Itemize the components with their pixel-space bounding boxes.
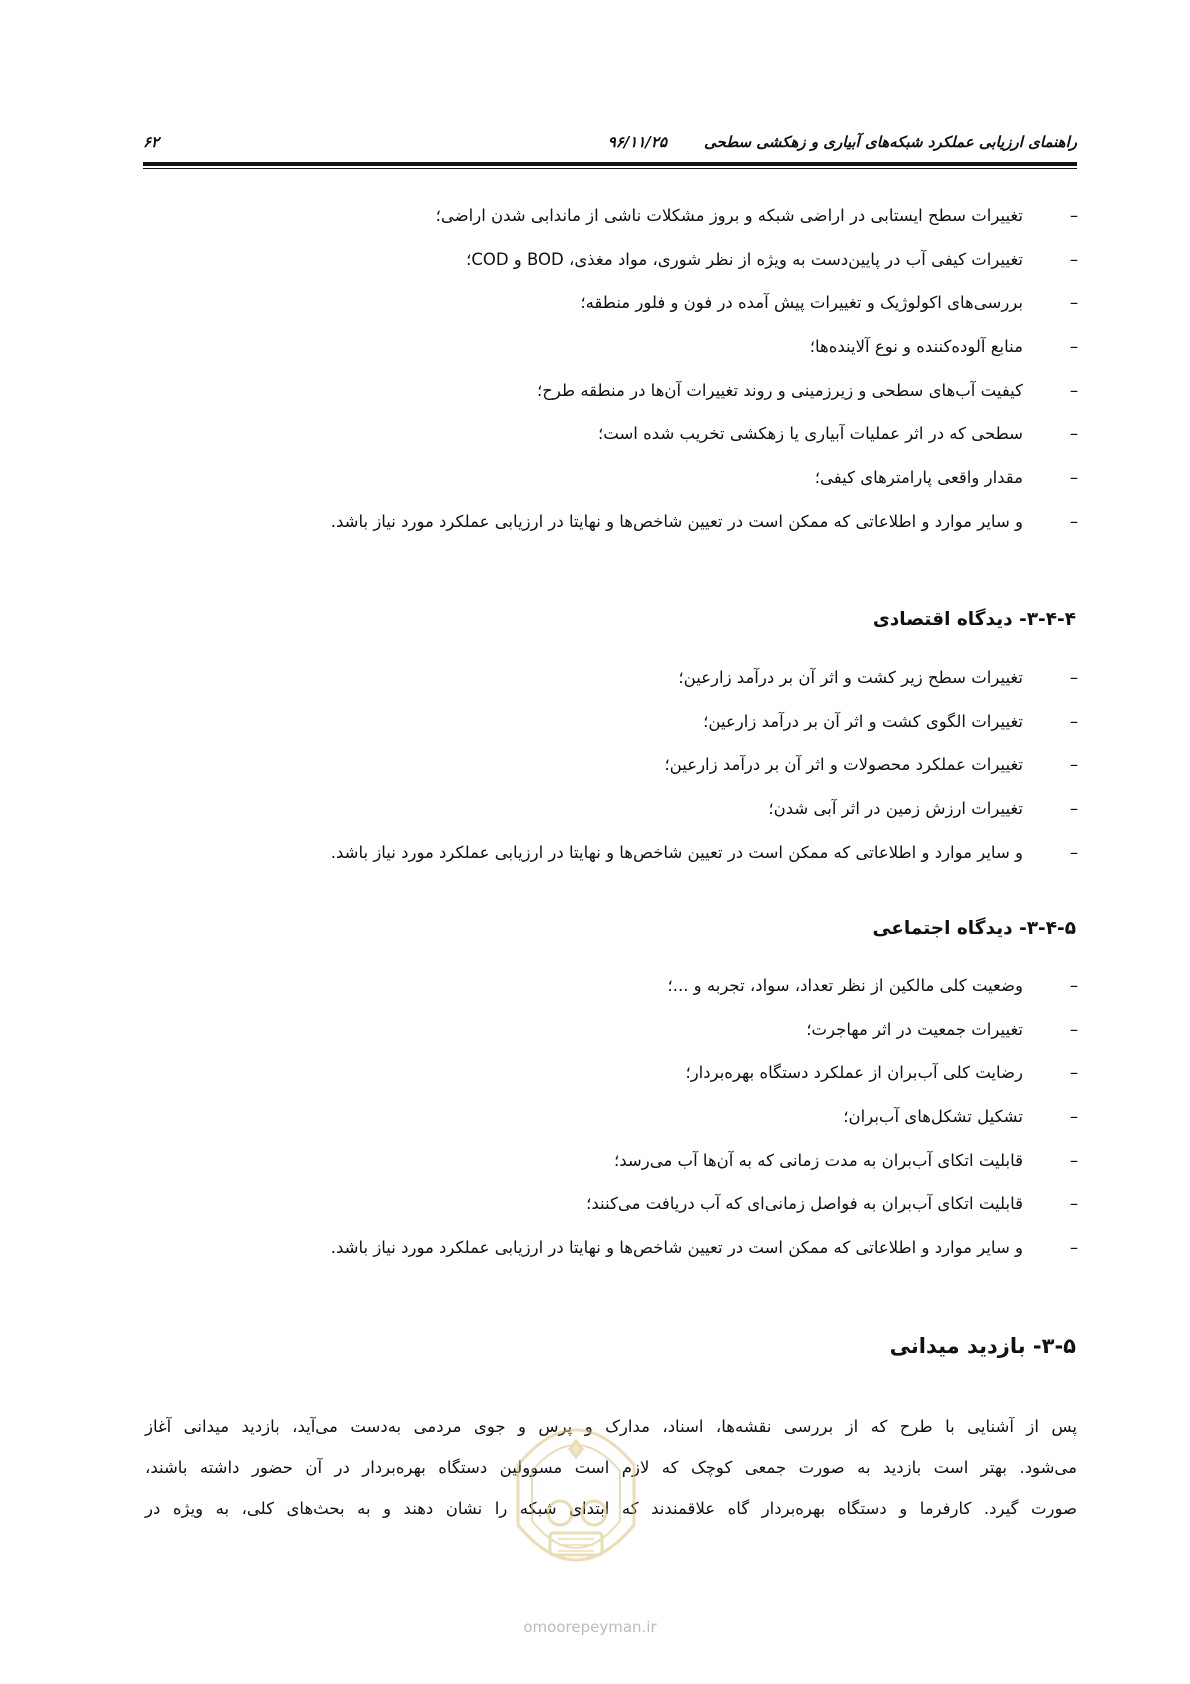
dash-bullet: – <box>1069 976 1079 995</box>
list-item <box>150 325 1086 369</box>
dash-bullet: – <box>1069 1150 1079 1170</box>
paragraph-line: صورت گیرد. کارفرما و دستگاه بهره‌بردار گاه علاقمندند که ابتدای شبکه را نشان دهند و به بحث‌های کلی، به ویژه در <box>145 1499 1077 1518</box>
list-item <box>150 369 1086 413</box>
header-date: ۹۶/۱۱/۲۵ <box>607 133 667 151</box>
list-item <box>150 787 1086 831</box>
list-item-text: کیفیت آب‌های سطحی و زیرزمینی و روند تغییرات آن‌ها در منطقه طرح؛ <box>536 380 1023 400</box>
list-item-text: منابع آلوده‌کننده و نوع آلاینده‌ها؛ <box>809 337 1023 357</box>
dash-bullet: – <box>1069 842 1079 862</box>
dash-bullet: – <box>1069 206 1079 225</box>
list-item-text: تغییرات کیفی آب در پایین‌دست به ویژه از نظر شوری، مواد مغذی، BOD و COD؛ <box>466 249 1023 269</box>
paragraph-line: پس از آشنایی با طرح که از بررسی نقشه‌ها، اسناد، مدارک و پرس و جوی مردمی به‌دست می‌آید، بازدید میدانی آغاز <box>145 1417 1077 1436</box>
list-item-text: تغییرات ارزش زمین در اثر آبی شدن؛ <box>768 799 1023 819</box>
watermark-seal-logo <box>498 1405 654 1595</box>
list-item <box>150 1051 1086 1095</box>
list-item <box>150 238 1086 282</box>
header-rule <box>143 162 1077 166</box>
dash-bullet: – <box>1069 337 1079 357</box>
paragraph-line: می‌شود. بهتر است بازدید به صورت جمعی کوچک که لازم است مسوولین دستگاه بهره‌بردار در آن حضور داشته باشند، <box>145 1458 1077 1477</box>
economic-list <box>150 656 1086 874</box>
list-item <box>150 1226 1086 1270</box>
environmental-list <box>150 194 1086 544</box>
list-item <box>150 700 1086 744</box>
header-title: راهنمای ارزیابی عملکرد شبکه‌های آبیاری و زهکشی سطحی <box>704 133 1077 151</box>
list-item-text: بررسی‌های اکولوژیک و تغییرات پیش آمده در فون و فلور منطقه؛ <box>580 293 1023 313</box>
list-item <box>150 281 1086 325</box>
dash-bullet: – <box>1069 424 1079 444</box>
list-item <box>150 412 1086 456</box>
dash-bullet: – <box>1069 249 1079 269</box>
list-item <box>150 1008 1086 1052</box>
heading-social: ۳-۴-۵- دیدگاه اجتماعی <box>872 918 1076 939</box>
list-item <box>150 964 1086 1008</box>
list-item-text: تشکیل تشکل‌های آب‌بران؛ <box>843 1107 1023 1127</box>
dash-bullet: – <box>1069 1238 1079 1258</box>
list-item-text: و سایر موارد و اطلاعاتی که ممکن است در تعیین شاخص‌ها و نهایتا در ارزیابی عملکرد مورد نیاز باشد. <box>330 842 1023 862</box>
dash-bullet: – <box>1069 380 1079 400</box>
list-item <box>150 500 1086 544</box>
dash-bullet: – <box>1069 293 1079 313</box>
list-item <box>150 743 1086 787</box>
list-item-text: تغییرات الگوی کشت و اثر آن بر درآمد زارعین؛ <box>703 711 1023 731</box>
dash-bullet: – <box>1069 711 1079 731</box>
list-item-text: سطحی که در اثر عملیات آبیاری یا زهکشی تخریب شده است؛ <box>598 424 1023 444</box>
list-item-text: تغییرات سطح ایستابی در اراضی شبکه و بروز مشکلات ناشی از ماندابی شدن اراضی؛ <box>435 206 1023 225</box>
list-item <box>150 656 1086 700</box>
dash-bullet: – <box>1069 468 1079 488</box>
dash-bullet: – <box>1069 668 1079 687</box>
list-item <box>150 1139 1086 1183</box>
list-item-text: وضعیت کلی مالکین از نظر تعداد، سواد، تجربه و ...؛ <box>667 976 1023 995</box>
list-item <box>150 1095 1086 1139</box>
list-item <box>150 831 1086 875</box>
list-item-text: تغییرات سطح زیر کشت و اثر آن بر درآمد زارعین؛ <box>678 668 1023 687</box>
list-item-text: رضایت کلی آب‌بران از عملکرد دستگاه بهره‌بردار؛ <box>685 1063 1023 1083</box>
list-item <box>150 1182 1086 1226</box>
list-item-text: تغییرات عملکرد محصولات و اثر آن بر درآمد زارعین؛ <box>664 755 1023 775</box>
dash-bullet: – <box>1069 755 1079 775</box>
running-header <box>143 133 1077 157</box>
dash-bullet: – <box>1069 799 1079 819</box>
page-number: ۶۲ <box>143 133 160 151</box>
list-item-text: و سایر موارد و اطلاعاتی که ممکن است در تعیین شاخص‌ها و نهایتا در ارزیابی عملکرد مورد نیاز باشد. <box>330 1238 1023 1258</box>
dash-bullet: – <box>1069 1019 1079 1039</box>
list-item-text: تغییرات جمعیت در اثر مهاجرت؛ <box>806 1019 1023 1039</box>
heading-economic: ۳-۴-۴- دیدگاه اقتصادی <box>872 609 1076 630</box>
header-rule-thin <box>143 168 1077 169</box>
watermark-site-text: omoorepeyman.ir <box>523 1618 657 1636</box>
list-item-text: قابلیت اتکای آب‌بران به مدت زمانی که به آن‌ها آب می‌رسد؛ <box>614 1150 1023 1170</box>
list-item-text: مقدار واقعی پارامترهای کیفی؛ <box>814 468 1023 488</box>
social-list <box>150 964 1086 1270</box>
list-item-text: قابلیت اتکای آب‌بران به فواصل زمانی‌ای که آب دریافت می‌کنند؛ <box>586 1194 1023 1214</box>
list-item <box>150 194 1086 238</box>
list-item <box>150 456 1086 500</box>
dash-bullet: – <box>1069 1194 1079 1214</box>
dash-bullet: – <box>1069 1063 1079 1083</box>
heading-field-visit: ۳-۵- بازدید میدانی <box>889 1334 1076 1358</box>
dash-bullet: – <box>1069 1107 1079 1127</box>
list-item-text: و سایر موارد و اطلاعاتی که ممکن است در تعیین شاخص‌ها و نهایتا در ارزیابی عملکرد مورد نیاز باشد. <box>330 511 1023 531</box>
dash-bullet: – <box>1069 511 1079 531</box>
